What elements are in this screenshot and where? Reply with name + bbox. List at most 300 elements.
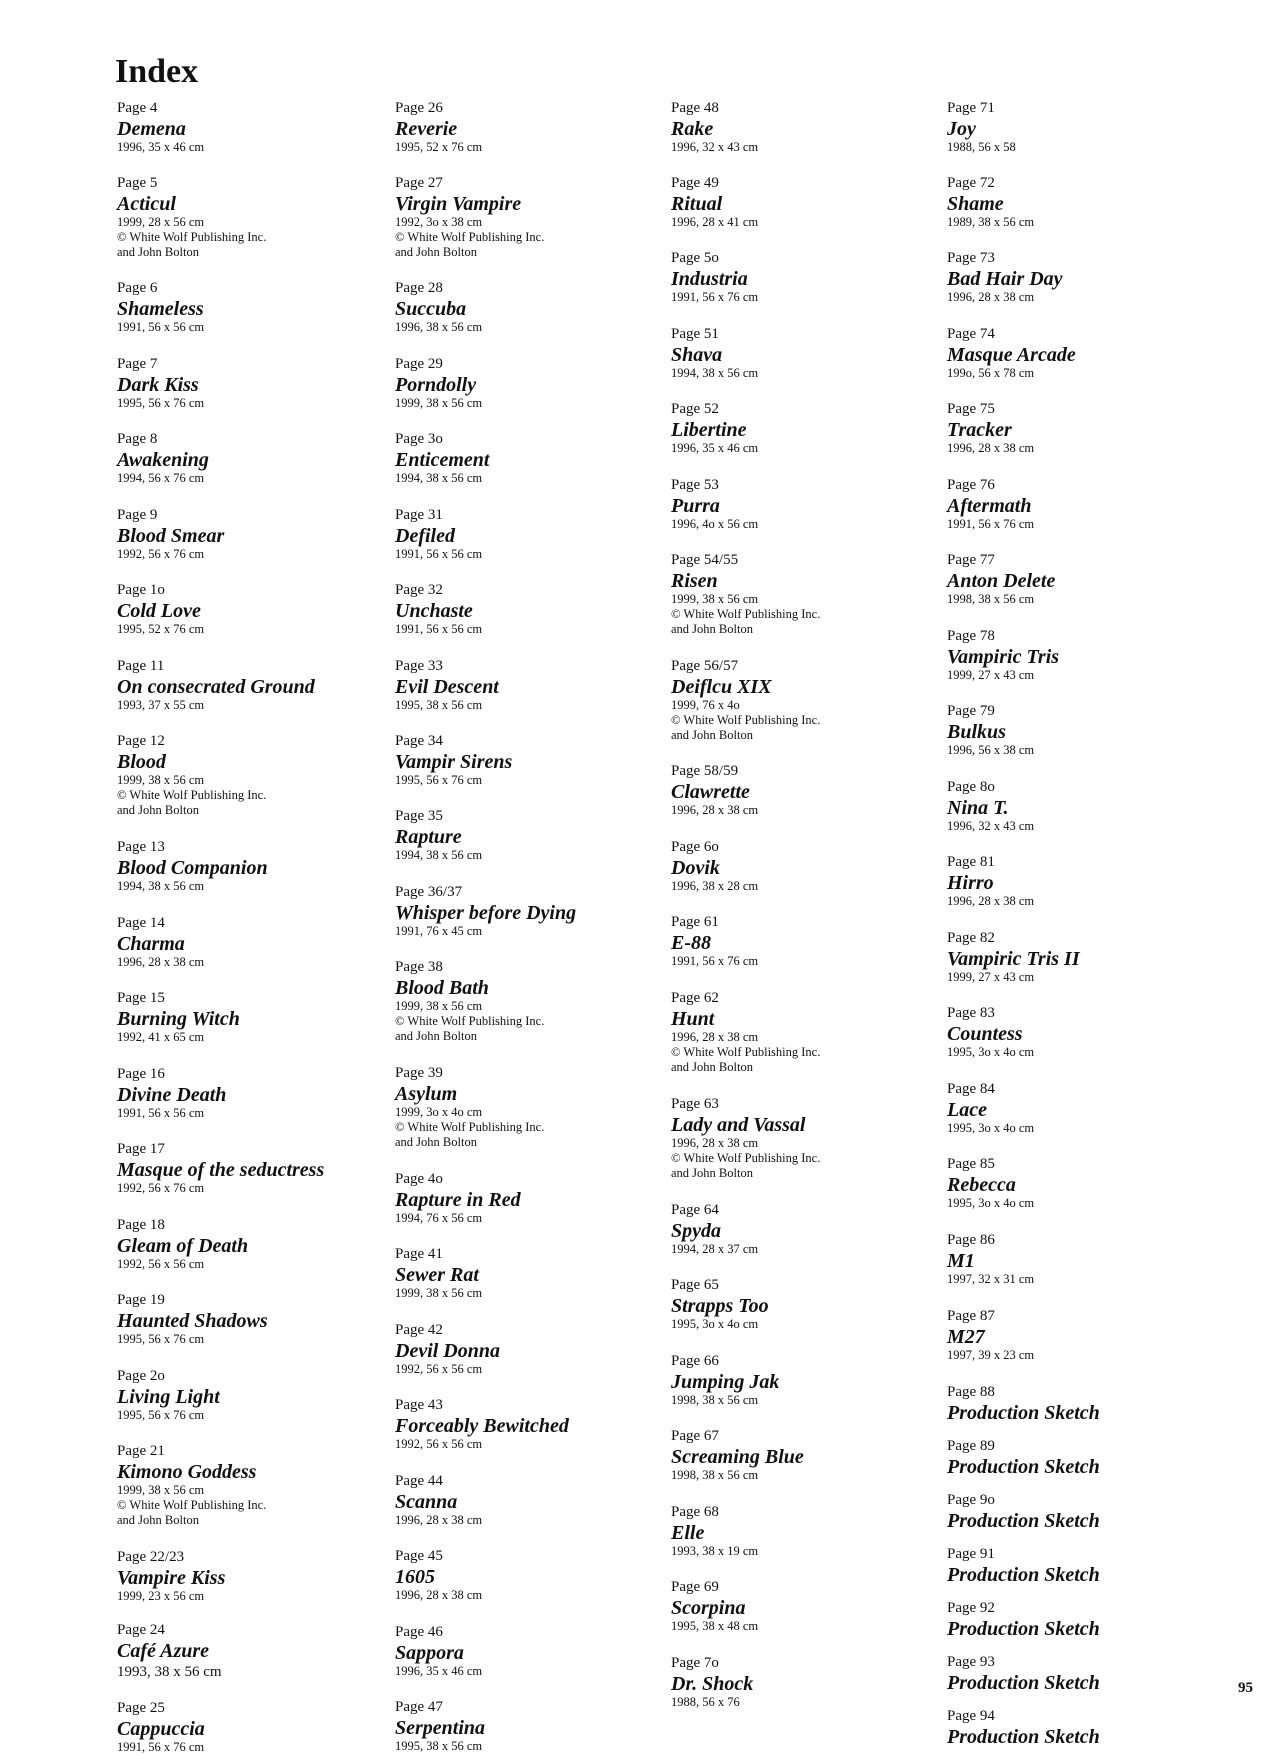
- index-entry: [395, 657, 665, 713]
- entry-title: Vampire Kiss: [117, 1567, 226, 1589]
- entry-year-size: 1992, 3o x 38 cm: [395, 215, 483, 229]
- entry-title: Rapture in Red: [395, 1189, 521, 1211]
- entry-year-size: 1992, 56 x 76 cm: [117, 547, 205, 561]
- entry-page-number: Page 74: [947, 326, 995, 342]
- entry-credit: © White Wolf Publishing Inc.: [671, 1151, 821, 1165]
- index-entry: [947, 853, 1207, 909]
- entry-page-number: Page 64: [671, 1202, 719, 1218]
- index-entry: [947, 249, 1207, 305]
- entry-year-size: 1993, 38 x 19 cm: [671, 1544, 759, 1558]
- index-entry: [947, 1231, 1207, 1287]
- entry-year-size: 1998, 38 x 56 cm: [947, 592, 1035, 606]
- entry-page-number: Page 19: [117, 1292, 165, 1308]
- entry-title: Blood: [117, 751, 166, 773]
- entry-title: Spyda: [671, 1220, 721, 1242]
- entry-year-size: 1995, 52 x 76 cm: [395, 140, 483, 154]
- entry-page-number: Page 6: [117, 280, 158, 296]
- entry-year-size: 1994, 76 x 56 cm: [395, 1211, 483, 1225]
- entry-page-number: Page 45: [395, 1548, 443, 1564]
- entry-title: Production Sketch: [947, 1402, 1100, 1424]
- index-entry: [395, 807, 665, 863]
- entry-page-number: Page 47: [395, 1699, 443, 1715]
- entry-page-number: Page 31: [395, 507, 443, 523]
- entry-year-size: 1996, 28 x 38 cm: [671, 1030, 759, 1044]
- entry-year-size: 1998, 38 x 56 cm: [671, 1468, 759, 1482]
- index-entry: [395, 732, 665, 788]
- index-entry: [947, 1004, 1207, 1060]
- entry-title: Elle: [671, 1522, 705, 1544]
- entry-title: Blood Bath: [395, 977, 489, 999]
- entry-year-size: 1991, 56 x 56 cm: [117, 320, 205, 334]
- entry-page-number: Page 69: [671, 1579, 719, 1595]
- entry-page-number: Page 6o: [671, 839, 719, 855]
- entry-page-number: Page 16: [117, 1066, 165, 1082]
- entry-page-number: Page 15: [117, 990, 165, 1006]
- entry-credit: © White Wolf Publishing Inc.: [671, 1045, 821, 1059]
- entry-page-number: Page 82: [947, 930, 995, 946]
- entry-title: Enticement: [395, 449, 490, 471]
- entry-year-size: 1994, 38 x 56 cm: [395, 848, 483, 862]
- entry-title: Kimono Goddess: [117, 1461, 257, 1483]
- entry-year-size: 1995, 56 x 76 cm: [395, 773, 483, 787]
- entry-credit: © White Wolf Publishing Inc.: [117, 1498, 267, 1512]
- entry-page-number: Page 39: [395, 1065, 443, 1081]
- index-entry: [947, 1307, 1207, 1363]
- index-entry: [671, 989, 931, 1075]
- index-entry: [947, 778, 1207, 834]
- entry-year-size: 1992, 56 x 56 cm: [395, 1362, 483, 1376]
- entry-page-number: Page 2o: [117, 1368, 165, 1384]
- entry-year-size: 1996, 35 x 46 cm: [117, 140, 205, 154]
- index-entry: [395, 1064, 665, 1150]
- entry-year-size: 1992, 56 x 76 cm: [117, 1181, 205, 1195]
- entry-year-size: 1998, 38 x 56 cm: [671, 1393, 759, 1407]
- index-entry: [117, 99, 382, 155]
- index-entry: [671, 1427, 931, 1483]
- entry-credit: and John Bolton: [117, 245, 199, 259]
- entry-year-size: 1993, 37 x 55 cm: [117, 698, 205, 712]
- entry-title: Blood Smear: [117, 525, 225, 547]
- entry-year-size: 1996, 35 x 46 cm: [395, 1664, 483, 1678]
- index-entry: [117, 989, 382, 1045]
- entry-year-size: 1996, 28 x 38 cm: [671, 1136, 759, 1150]
- entry-title: Cappuccia: [117, 1718, 205, 1740]
- index-entry: [395, 1623, 665, 1679]
- entry-title: Divine Death: [117, 1084, 227, 1106]
- entry-title: Masque Arcade: [947, 344, 1076, 366]
- index-entry: [395, 1547, 665, 1603]
- entry-year-size: 1996, 28 x 38 cm: [671, 803, 759, 817]
- entry-page-number: Page 18: [117, 1217, 165, 1233]
- entry-page-number: Page 63: [671, 1096, 719, 1112]
- entry-year-size: 1995, 56 x 76 cm: [117, 396, 205, 410]
- index-entry: [117, 1442, 382, 1528]
- entry-year-size: 1996, 32 x 43 cm: [671, 140, 759, 154]
- entry-title: Screaming Blue: [671, 1446, 804, 1468]
- index-entry: [395, 1698, 665, 1754]
- entry-page-number: Page 94: [947, 1708, 995, 1724]
- entry-title: Dr. Shock: [671, 1673, 754, 1695]
- entry-year-size: 1996, 28 x 38 cm: [947, 894, 1035, 908]
- entry-year-size: 1991, 56 x 56 cm: [395, 622, 483, 636]
- index-entry: [117, 581, 382, 637]
- index-entry: [395, 99, 665, 155]
- entry-page-number: Page 49: [671, 175, 719, 191]
- entry-page-number: Page 71: [947, 100, 995, 116]
- index-entry: [947, 551, 1207, 607]
- entry-page-number: Page 21: [117, 1443, 165, 1459]
- index-entry: [947, 1155, 1207, 1211]
- entry-page-number: Page 26: [395, 100, 443, 116]
- entry-title: Dark Kiss: [117, 374, 199, 396]
- entry-year-size: 1995, 38 x 48 cm: [671, 1619, 759, 1633]
- index-entry: [117, 1065, 382, 1121]
- entry-title: Asylum: [395, 1083, 458, 1105]
- index-entry: [395, 581, 665, 637]
- entry-title: Serpentina: [395, 1717, 486, 1739]
- entry-credit: and John Bolton: [671, 622, 753, 636]
- entry-page-number: Page 61: [671, 914, 719, 930]
- entry-year-size: 1991, 56 x 76 cm: [671, 954, 759, 968]
- index-entry: [395, 506, 665, 562]
- entry-year-size: 1996, 56 x 38 cm: [947, 743, 1035, 757]
- entry-credit: and John Bolton: [671, 728, 753, 742]
- entry-page-number: Page 86: [947, 1232, 995, 1248]
- entry-year-size: 1993, 38 x 56 cm: [117, 1664, 222, 1680]
- entry-page-number: Page 13: [117, 839, 165, 855]
- entry-title: Porndolly: [395, 374, 477, 396]
- entry-title: Vampiric Tris II: [947, 948, 1080, 970]
- entry-page-number: Page 3o: [395, 431, 443, 447]
- index-entry: [395, 1245, 665, 1301]
- entry-page-number: Page 8o: [947, 779, 995, 795]
- entry-title: Vampir Sirens: [395, 751, 513, 773]
- entry-year-size: 1996, 35 x 46 cm: [671, 441, 759, 455]
- entry-year-size: 1991, 56 x 56 cm: [117, 1106, 205, 1120]
- entry-page-number: Page 72: [947, 175, 995, 191]
- index-entry: [671, 1276, 931, 1332]
- entry-title: E-88: [671, 932, 711, 954]
- entry-page-number: Page 25: [117, 1700, 165, 1716]
- entry-page-number: Page 28: [395, 280, 443, 296]
- index-entry: [671, 762, 931, 818]
- index-entry: [947, 1599, 1207, 1640]
- entry-year-size: 1996, 28 x 38 cm: [947, 290, 1035, 304]
- entry-title: Scorpina: [671, 1597, 746, 1619]
- index-entry: [947, 1491, 1207, 1532]
- entry-page-number: Page 78: [947, 628, 995, 644]
- index-entry: [117, 174, 382, 260]
- entry-title: Anton Delete: [947, 570, 1056, 592]
- entry-year-size: 1992, 56 x 56 cm: [117, 1257, 205, 1271]
- index-column-2: [395, 99, 665, 1754]
- index-entry: [947, 99, 1207, 155]
- index-entry: [395, 1321, 665, 1377]
- index-entry: [117, 732, 382, 818]
- index-entry: [117, 1621, 382, 1682]
- entry-year-size: 1999, 38 x 56 cm: [117, 773, 205, 787]
- entry-title: Devil Donna: [395, 1340, 500, 1362]
- index-entry: [947, 1707, 1207, 1748]
- entry-year-size: 1995, 3o x 4o cm: [947, 1121, 1035, 1135]
- index-entry: [671, 1578, 931, 1634]
- index-entry: [947, 325, 1207, 381]
- entry-title: Production Sketch: [947, 1510, 1100, 1532]
- index-entry: [671, 1352, 931, 1408]
- entry-page-number: Page 83: [947, 1005, 995, 1021]
- entry-title: Living Light: [117, 1386, 220, 1408]
- index-entry: [117, 279, 382, 335]
- entry-title: Production Sketch: [947, 1672, 1100, 1694]
- index-entry: [947, 400, 1207, 456]
- entry-year-size: 1995, 3o x 4o cm: [947, 1196, 1035, 1210]
- entry-title: Aftermath: [947, 495, 1032, 517]
- entry-page-number: Page 58/59: [671, 763, 739, 779]
- index-entry: [117, 1140, 382, 1196]
- index-entry: [947, 1080, 1207, 1136]
- index-entry: [671, 551, 931, 637]
- entry-year-size: 1999, 38 x 56 cm: [671, 592, 759, 606]
- entry-title: Succuba: [395, 298, 467, 320]
- index-entry: [947, 174, 1207, 230]
- entry-credit: © White Wolf Publishing Inc.: [117, 788, 267, 802]
- entry-title: Risen: [671, 570, 718, 592]
- entry-title: Sappora: [395, 1642, 464, 1664]
- entry-credit: and John Bolton: [395, 1029, 477, 1043]
- entry-year-size: 1995, 38 x 56 cm: [395, 698, 483, 712]
- entry-page-number: Page 54/55: [671, 552, 739, 568]
- entry-title: Forceably Bewitched: [395, 1415, 569, 1437]
- entry-title: Cold Love: [117, 600, 201, 622]
- entry-page-number: Page 92: [947, 1600, 995, 1616]
- index-entry: [671, 476, 931, 532]
- entry-credit: and John Bolton: [117, 803, 199, 817]
- entry-year-size: 1999, 23 x 56 cm: [117, 1589, 205, 1603]
- index-entry: [671, 1095, 931, 1181]
- index-entry: [947, 1653, 1207, 1694]
- entry-page-number: Page 11: [117, 658, 165, 674]
- entry-page-number: Page 85: [947, 1156, 995, 1172]
- entry-title: Production Sketch: [947, 1564, 1100, 1586]
- index-entry: [671, 174, 931, 230]
- entry-year-size: 1992, 41 x 65 cm: [117, 1030, 205, 1044]
- entry-page-number: Page 46: [395, 1624, 443, 1640]
- entry-title: Evil Descent: [395, 676, 499, 698]
- entry-credit: © White Wolf Publishing Inc.: [671, 713, 821, 727]
- entry-title: Shava: [671, 344, 723, 366]
- entry-year-size: 1995, 56 x 76 cm: [117, 1332, 205, 1346]
- entry-title: Rebecca: [947, 1174, 1016, 1196]
- index-entry: [117, 1367, 382, 1423]
- entry-year-size: 1991, 56 x 76 cm: [117, 1740, 205, 1754]
- entry-title: 1605: [395, 1566, 435, 1588]
- entry-year-size: 1995, 3o x 4o cm: [671, 1317, 759, 1331]
- entry-year-size: 1996, 28 x 41 cm: [671, 215, 759, 229]
- entry-page-number: Page 66: [671, 1353, 719, 1369]
- index-entry: [117, 1699, 382, 1755]
- entry-page-number: Page 93: [947, 1654, 995, 1670]
- entry-page-number: Page 14: [117, 915, 165, 931]
- index-entry: [117, 1548, 382, 1604]
- index-entry: [117, 506, 382, 562]
- entry-page-number: Page 44: [395, 1473, 443, 1489]
- entry-year-size: 1996, 38 x 56 cm: [395, 320, 483, 334]
- entry-title: Production Sketch: [947, 1456, 1100, 1478]
- entry-page-number: Page 5o: [671, 250, 719, 266]
- entry-page-number: Page 8: [117, 431, 158, 447]
- index-entry: [395, 355, 665, 411]
- entry-title: Hunt: [671, 1008, 715, 1030]
- entry-credit: and John Bolton: [395, 1135, 477, 1149]
- index-entry: [395, 279, 665, 335]
- entry-page-number: Page 76: [947, 477, 995, 493]
- entry-title: Rake: [671, 118, 714, 140]
- entry-page-number: Page 89: [947, 1438, 995, 1454]
- entry-title: Blood Companion: [117, 857, 268, 879]
- page-title: Index: [115, 53, 199, 90]
- entry-title: Scanna: [395, 1491, 458, 1513]
- entry-title: Acticul: [117, 193, 176, 215]
- entry-page-number: Page 48: [671, 100, 719, 116]
- entry-page-number: Page 33: [395, 658, 443, 674]
- entry-page-number: Page 22/23: [117, 1549, 185, 1565]
- entry-page-number: Page 29: [395, 356, 443, 372]
- entry-title: Virgin Vampire: [395, 193, 522, 215]
- entry-title: Awakening: [117, 449, 209, 471]
- entry-title: Shame: [947, 193, 1004, 215]
- entry-year-size: 1996, 28 x 38 cm: [395, 1588, 483, 1602]
- entry-page-number: Page 34: [395, 733, 443, 749]
- index-entry: [671, 400, 931, 456]
- index-entry: [947, 1437, 1207, 1478]
- entry-title: M1: [947, 1250, 975, 1272]
- entry-page-number: Page 41: [395, 1246, 443, 1262]
- entry-credit: and John Bolton: [395, 245, 477, 259]
- index-entry: [947, 1545, 1207, 1586]
- entry-year-size: 1997, 39 x 23 cm: [947, 1348, 1035, 1362]
- entry-title: Bulkus: [947, 721, 1006, 743]
- entry-title: Joy: [947, 118, 976, 140]
- entry-title: Dovik: [671, 857, 720, 879]
- entry-page-number: Page 32: [395, 582, 443, 598]
- entry-credit: © White Wolf Publishing Inc.: [395, 1120, 545, 1134]
- index-entry: [117, 657, 382, 713]
- entry-year-size: 1996, 28 x 38 cm: [395, 1513, 483, 1527]
- entry-page-number: Page 87: [947, 1308, 995, 1324]
- entry-title: Charma: [117, 933, 185, 955]
- entry-page-number: Page 68: [671, 1504, 719, 1520]
- entry-year-size: 1996, 4o x 56 cm: [671, 517, 759, 531]
- entry-title: Tracker: [947, 419, 1012, 441]
- entry-year-size: 1994, 38 x 56 cm: [395, 471, 483, 485]
- entry-page-number: Page 7o: [671, 1655, 719, 1671]
- entry-year-size: 1991, 56 x 76 cm: [947, 517, 1035, 531]
- entry-title: Industria: [671, 268, 748, 290]
- index-column-4: [947, 99, 1207, 1748]
- entry-title: Bad Hair Day: [947, 268, 1063, 290]
- entry-year-size: 1999, 27 x 43 cm: [947, 668, 1035, 682]
- entry-year-size: 1996, 32 x 43 cm: [947, 819, 1035, 833]
- index-entry: [947, 702, 1207, 758]
- entry-year-size: 1991, 56 x 56 cm: [395, 547, 483, 561]
- entry-year-size: 1999, 38 x 56 cm: [395, 1286, 483, 1300]
- index-entry: [395, 430, 665, 486]
- entry-page-number: Page 9: [117, 507, 158, 523]
- entry-year-size: 1989, 38 x 56 cm: [947, 215, 1035, 229]
- entry-year-size: 199o, 56 x 78 cm: [947, 366, 1035, 380]
- entry-title: Clawrette: [671, 781, 750, 803]
- entry-title: Sewer Rat: [395, 1264, 479, 1286]
- entry-title: Burning Witch: [117, 1008, 240, 1030]
- entry-year-size: 1999, 27 x 43 cm: [947, 970, 1035, 984]
- entry-title: Defiled: [395, 525, 455, 547]
- entry-year-size: 1999, 38 x 56 cm: [395, 396, 483, 410]
- entry-page-number: Page 42: [395, 1322, 443, 1338]
- entry-page-number: Page 79: [947, 703, 995, 719]
- entry-credit: and John Bolton: [117, 1513, 199, 1527]
- entry-page-number: Page 77: [947, 552, 995, 568]
- entry-page-number: Page 12: [117, 733, 165, 749]
- entry-year-size: 1999, 28 x 56 cm: [117, 215, 205, 229]
- entry-title: Rapture: [395, 826, 462, 848]
- entry-page-number: Page 1o: [117, 582, 165, 598]
- entry-credit: © White Wolf Publishing Inc.: [671, 607, 821, 621]
- index-entry: [947, 1383, 1207, 1424]
- entry-title: Ritual: [671, 193, 723, 215]
- entry-title: Vampiric Tris: [947, 646, 1060, 668]
- entry-title: Purra: [671, 495, 720, 517]
- index-entry: [395, 174, 665, 260]
- entry-title: Lace: [947, 1099, 987, 1121]
- entry-title: Whisper before Dying: [395, 902, 577, 924]
- entry-title: Nina T.: [947, 797, 1009, 819]
- entry-year-size: 1999, 76 x 4o: [671, 698, 740, 712]
- entry-page-number: Page 9o: [947, 1492, 995, 1508]
- entry-year-size: 1994, 38 x 56 cm: [671, 366, 759, 380]
- entry-title: Lady and Vassal: [671, 1114, 806, 1136]
- entry-year-size: 1997, 32 x 31 cm: [947, 1272, 1035, 1286]
- entry-year-size: 1995, 3o x 4o cm: [947, 1045, 1035, 1059]
- entry-page-number: Page 65: [671, 1277, 719, 1293]
- index-entry: [671, 657, 931, 743]
- entry-title: M27: [947, 1326, 985, 1348]
- entry-year-size: 1999, 38 x 56 cm: [117, 1483, 205, 1497]
- entry-title: Haunted Shadows: [117, 1310, 268, 1332]
- index-entry: [117, 430, 382, 486]
- entry-year-size: 1995, 52 x 76 cm: [117, 622, 205, 636]
- entry-title: Reverie: [395, 118, 458, 140]
- entry-page-number: Page 4o: [395, 1171, 443, 1187]
- index-entry: [947, 476, 1207, 532]
- entry-year-size: 1994, 28 x 37 cm: [671, 1242, 759, 1256]
- index-entry: [947, 929, 1207, 985]
- index-entry: [395, 1396, 665, 1452]
- entry-page-number: Page 75: [947, 401, 995, 417]
- entry-credit: © White Wolf Publishing Inc.: [395, 230, 545, 244]
- entry-year-size: 1991, 76 x 45 cm: [395, 924, 483, 938]
- index-entry: [395, 1170, 665, 1226]
- entry-year-size: 1995, 38 x 56 cm: [395, 1739, 483, 1753]
- entry-credit: © White Wolf Publishing Inc.: [395, 1014, 545, 1028]
- entry-page-number: Page 27: [395, 175, 443, 191]
- entry-title: Production Sketch: [947, 1726, 1100, 1748]
- entry-year-size: 1991, 56 x 76 cm: [671, 290, 759, 304]
- index-entry: [117, 1216, 382, 1272]
- index-entry: [671, 838, 931, 894]
- entry-page-number: Page 53: [671, 477, 719, 493]
- entry-title: On consecrated Ground: [117, 676, 315, 698]
- entry-page-number: Page 51: [671, 326, 719, 342]
